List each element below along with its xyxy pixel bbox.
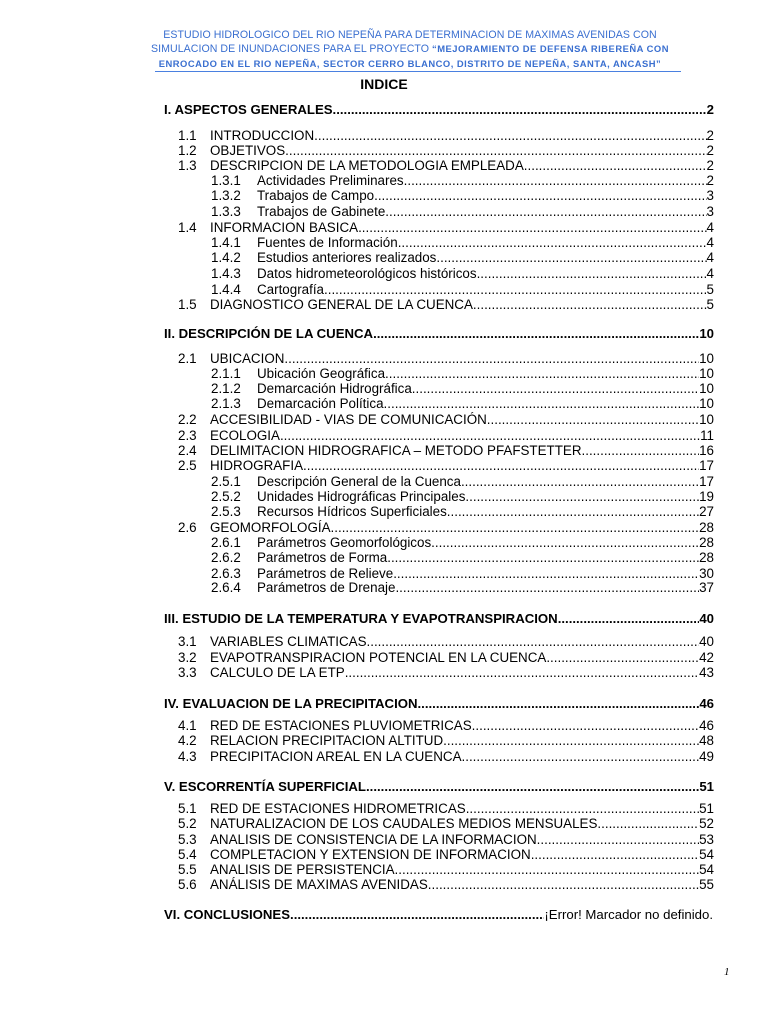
toc-entry-label: CALCULO DE LA ETP (210, 665, 345, 680)
toc-dot-leader (374, 188, 706, 204)
toc-entry-number: 3.2 (178, 650, 197, 665)
toc-dot-leader (395, 580, 699, 596)
toc-entry-number: 1.3.2 (211, 188, 241, 203)
toc-page-number: 4 (706, 235, 714, 250)
header-line-3: ENROCADO EN EL RIO NEPEÑA, SECTOR CERRO BLANCO, DISTRITO DE NEPEÑA, SANTA, ANCASH” (158, 57, 662, 69)
toc-page-number: 2 (706, 128, 714, 143)
toc-dot-leader (385, 366, 699, 382)
toc-page-number: ¡Error! Marcador no definido. (544, 907, 713, 922)
toc-entry-text (210, 650, 714, 666)
toc-entry-number: 2.1.2 (211, 381, 241, 396)
toc-entry-text (210, 877, 714, 893)
toc-entry-number: 1.1 (178, 128, 197, 143)
toc-entry-number: 3.1 (178, 634, 197, 649)
toc-dot-leader (487, 412, 699, 428)
toc-page-number: 52 (699, 816, 714, 831)
toc-entry-row[interactable] (0, 250, 768, 266)
toc-dot-leader (418, 696, 700, 712)
toc-entry-label: Datos hidrometeorológicos históricos (257, 266, 477, 281)
toc-entry-row[interactable] (0, 158, 768, 174)
toc-entry-label: ANALISIS DE CONSISTENCIA DE LA INFORMACION (210, 832, 537, 847)
toc-entry-number: 5.3 (178, 832, 197, 847)
toc-entry-number: 2.6.3 (211, 566, 241, 581)
toc-entry-row[interactable] (0, 443, 768, 459)
toc-page-number: 40 (699, 634, 714, 649)
toc-entry-row[interactable] (0, 235, 768, 251)
toc-entry-text (210, 443, 714, 459)
toc-entry-number: 2.3 (178, 428, 197, 443)
toc-page-number: 2 (706, 143, 714, 158)
toc-dot-leader (345, 665, 699, 681)
toc-entry-number: 1.3.3 (211, 204, 241, 219)
toc-dot-leader (395, 862, 700, 878)
toc-entry-number: 2.1.3 (211, 396, 241, 411)
toc-page-number: 51 (699, 779, 714, 794)
toc-entry-text (257, 580, 714, 596)
toc-entry-text (257, 250, 714, 266)
header-line-1: ESTUDIO HIDROLOGICO DEL RIO NEPEÑA PARA DETERMINACION DE MAXIMAS AVENIDAS CON (163, 29, 657, 41)
toc-dot-leader (472, 718, 699, 734)
toc-entry-text (210, 749, 714, 765)
toc-entry-row[interactable] (0, 877, 768, 893)
toc-entry-number: 3.3 (178, 665, 197, 680)
toc-dot-leader (331, 520, 700, 536)
toc-entry-text (257, 396, 714, 412)
toc-page-number: 17 (699, 474, 714, 489)
toc-entry-row[interactable] (0, 412, 768, 428)
toc-entry-number: 1.4.3 (211, 266, 241, 281)
toc-entry-text (257, 474, 714, 490)
toc-entry-text (257, 366, 714, 382)
toc-entry-number: 1.4.1 (211, 235, 241, 250)
toc-entry-label: V. ESCORRENTÍA SUPERFICIAL (164, 779, 366, 794)
toc-entry-number: 1.4.4 (211, 282, 241, 297)
toc-entry-text (257, 381, 714, 397)
toc-page-number: 16 (699, 443, 714, 458)
toc-entry-text (210, 297, 714, 313)
toc-entry-text (164, 102, 714, 118)
toc-entry-label: ANÁLISIS DE MAXIMAS AVENIDAS (210, 877, 428, 892)
toc-entry-label: Descripción General de la Cuenca (257, 474, 461, 489)
toc-page-number: 42 (699, 650, 714, 665)
toc-entry-text (210, 128, 714, 144)
toc-dot-leader (280, 428, 700, 444)
toc-section-row[interactable] (0, 696, 768, 712)
toc-page-number: 2 (706, 173, 714, 188)
toc-entry-label: Estudios anteriores realizados (257, 250, 437, 265)
toc-dot-leader (384, 396, 700, 412)
toc-entry-row[interactable] (0, 282, 768, 298)
toc-entry-row[interactable] (0, 396, 768, 412)
toc-entry-row[interactable] (0, 801, 768, 817)
toc-entry-row[interactable] (0, 173, 768, 189)
toc-dot-leader (477, 266, 707, 282)
toc-dot-leader (558, 611, 700, 627)
toc-entry-label: Fuentes de Información (257, 235, 398, 250)
toc-entry-row[interactable] (0, 128, 768, 144)
toc-entry-row[interactable] (0, 832, 768, 848)
toc-entry-row[interactable] (0, 520, 768, 536)
toc-entry-label: Parámetros de Forma (257, 550, 388, 565)
toc-page-number: 17 (699, 458, 714, 473)
toc-entry-label: RED DE ESTACIONES PLUVIOMETRICAS (210, 718, 472, 733)
toc-entry-number: 2.5.3 (211, 504, 241, 519)
toc-entry-label: PRECIPITACION AREAL EN LA CUENCA (210, 749, 462, 764)
toc-dot-leader (314, 128, 706, 144)
toc-page-number: 10 (699, 412, 714, 427)
toc-entry-number: 2.1.1 (211, 366, 241, 381)
toc-entry-number: 2.6.2 (211, 550, 241, 565)
toc-entry-text (257, 550, 714, 566)
toc-page-number: 51 (699, 801, 714, 816)
toc-entry-label: OBJETIVOS (210, 143, 286, 158)
toc-entry-label: NATURALIZACION DE LOS CAUDALES MEDIOS MENSUALES (210, 816, 598, 831)
toc-entry-text (210, 458, 714, 474)
toc-section-row[interactable] (0, 907, 768, 923)
toc-page-number: 40 (699, 611, 714, 626)
toc-page-number: 4 (706, 250, 714, 265)
toc-page-number: 30 (699, 566, 714, 581)
toc-entry-row[interactable] (0, 749, 768, 765)
toc-entry-number: 1.2 (178, 143, 197, 158)
toc-entry-text (164, 696, 714, 712)
toc-entry-number: 2.6.4 (211, 580, 241, 595)
toc-entry-number: 4.2 (178, 733, 197, 748)
toc-dot-leader (324, 282, 707, 298)
toc-dot-leader (431, 535, 699, 551)
toc-entry-label: IV. EVALUACION DE LA PRECIPITACION (164, 696, 418, 711)
toc-entry-text (164, 611, 714, 627)
toc-entry-row[interactable] (0, 381, 768, 397)
toc-entry-text (210, 634, 714, 650)
toc-entry-number: 5.5 (178, 862, 197, 877)
toc-page-number: 5 (706, 297, 714, 312)
toc-entry-row[interactable] (0, 634, 768, 650)
toc-entry-label: Trabajos de Gabinete (257, 204, 386, 219)
toc-section-row[interactable] (0, 326, 768, 342)
toc-entry-text (164, 779, 714, 795)
toc-entry-label: Parámetros Geomorfológicos (257, 535, 432, 550)
toc-entry-row[interactable] (0, 733, 768, 749)
toc-entry-row[interactable] (0, 188, 768, 204)
toc-entry-row[interactable] (0, 718, 768, 734)
toc-entry-row[interactable] (0, 474, 768, 490)
toc-entry-text (210, 428, 714, 444)
toc-entry-row[interactable] (0, 428, 768, 444)
toc-page-number: 49 (699, 749, 714, 764)
toc-page-number: 46 (699, 696, 714, 711)
toc-entry-row[interactable] (0, 489, 768, 505)
toc-entry-text (210, 801, 714, 817)
toc-page-number: 19 (699, 489, 714, 504)
toc-entry-label: RED DE ESTACIONES HIDROMETRICAS (210, 801, 466, 816)
toc-entry-row[interactable] (0, 351, 768, 367)
toc-entry-number: 5.2 (178, 816, 197, 831)
toc-entry-row[interactable] (0, 266, 768, 282)
toc-entry-text (164, 907, 713, 923)
toc-entry-text (210, 832, 714, 848)
toc-entry-text (257, 535, 714, 551)
toc-entry-number: 5.6 (178, 877, 197, 892)
toc-page-number: 10 (699, 366, 714, 381)
toc-page-number: 43 (699, 665, 714, 680)
toc-entry-text (257, 282, 714, 298)
toc-entry-label: III. ESTUDIO DE LA TEMPERATURA Y EVAPOTRANSPIRACION (164, 611, 558, 626)
toc-entry-row[interactable] (0, 535, 768, 551)
toc-dot-leader (546, 650, 699, 666)
toc-dot-leader (366, 779, 699, 795)
toc-entry-text (164, 326, 714, 342)
toc-page-number: 3 (706, 204, 714, 219)
toc-dot-leader (531, 847, 699, 863)
toc-dot-leader (537, 832, 699, 848)
toc-entry-label: II. DESCRIPCIÓN DE LA CUENCA (164, 326, 374, 341)
toc-entry-label: ANALISIS DE PERSISTENCIA (210, 862, 395, 877)
toc-entry-row[interactable] (0, 458, 768, 474)
toc-entry-row[interactable] (0, 580, 768, 596)
toc-dot-leader (398, 235, 707, 251)
toc-entry-number: 2.5.1 (211, 474, 241, 489)
toc-entry-text (257, 235, 714, 251)
toc-dot-leader (462, 749, 700, 765)
toc-entry-row[interactable] (0, 297, 768, 313)
toc-entry-number: 2.5 (178, 458, 197, 473)
toc-page-number: 48 (699, 733, 714, 748)
toc-entry-label: DESCRIPCION DE LA METODOLOGIA EMPLEADA (210, 158, 524, 173)
toc-entry-row[interactable] (0, 550, 768, 566)
toc-entry-label: Ubicación Geográfica (257, 366, 386, 381)
toc-page-number: 11 (700, 428, 714, 443)
toc-entry-row[interactable] (0, 220, 768, 236)
toc-entry-number: 5.1 (178, 801, 197, 816)
toc-entry-label: Recursos Hídricos Superficiales (257, 504, 447, 519)
toc-page-number: 55 (699, 877, 714, 892)
toc-entry-label: ECOLOGIA (210, 428, 280, 443)
toc-entry-text (257, 188, 714, 204)
toc-entry-number: 2.6.1 (211, 535, 241, 550)
toc-entry-text (210, 816, 714, 832)
toc-dot-leader (373, 326, 699, 342)
toc-entry-row[interactable] (0, 204, 768, 220)
toc-entry-label: HIDROGRAFIA (210, 458, 303, 473)
toc-entry-label: Demarcación Política (257, 396, 384, 411)
toc-entry-text (210, 143, 714, 159)
toc-entry-label: I. ASPECTOS GENERALES (164, 102, 333, 117)
toc-entry-number: 2.5.2 (211, 489, 241, 504)
toc-entry-label: DELIMITACION HIDROGRAFICA – METODO PFAFSTETTER (210, 443, 582, 458)
toc-dot-leader (447, 504, 699, 520)
toc-page-number: 28 (699, 550, 714, 565)
toc-page-number: 4 (706, 266, 714, 281)
toc-entry-label: COMPLETACION Y EXTENSION DE INFORMACION (210, 847, 531, 862)
toc-entry-label: Trabajos de Campo (257, 188, 375, 203)
toc-entry-label: DIAGNOSTICO GENERAL DE LA CUENCA (210, 297, 473, 312)
toc-entry-label: INFORMACION BASICA (210, 220, 359, 235)
toc-entry-row[interactable] (0, 366, 768, 382)
toc-dot-leader (303, 458, 699, 474)
toc-entry-text (210, 733, 714, 749)
toc-entry-number: 1.3.1 (211, 173, 241, 188)
toc-entry-label: VI. CONCLUSIONES (164, 907, 291, 922)
toc-dot-leader (436, 250, 706, 266)
toc-entry-label: Parámetros de Relieve (257, 566, 394, 581)
toc-entry-label: INTRODUCCION (210, 128, 315, 143)
toc-entry-text (257, 173, 714, 189)
toc-entry-text (210, 158, 714, 174)
toc-dot-leader (524, 158, 707, 174)
toc-entry-number: 1.4.2 (211, 250, 241, 265)
toc-entry-label: VARIABLES CLIMATICAS (210, 634, 367, 649)
toc-entry-number: 1.5 (178, 297, 197, 312)
toc-entry-row[interactable] (0, 143, 768, 159)
toc-dot-leader (285, 143, 706, 159)
toc-entry-number: 4.1 (178, 718, 197, 733)
toc-entry-number: 1.3 (178, 158, 197, 173)
toc-dot-leader (333, 102, 707, 118)
toc-page-number: 2 (706, 102, 714, 117)
toc-page-number: 5 (706, 282, 714, 297)
toc-entry-number: 5.4 (178, 847, 197, 862)
toc-dot-leader (582, 443, 700, 459)
toc-entry-text (210, 718, 714, 734)
toc-entry-text (210, 220, 714, 236)
toc-dot-leader (385, 204, 706, 220)
toc-entry-row[interactable] (0, 847, 768, 863)
toc-entry-text (210, 665, 714, 681)
toc-page-number: 54 (699, 847, 714, 862)
toc-entry-label: Actividades Preliminares (257, 173, 404, 188)
toc-page-number: 10 (699, 351, 714, 366)
toc-entry-text (257, 204, 714, 220)
toc-entry-text (210, 412, 714, 428)
toc-page-number: 10 (699, 326, 714, 341)
toc-section-row[interactable] (0, 779, 768, 795)
toc-entry-number: 2.4 (178, 443, 197, 458)
toc-dot-leader (290, 907, 544, 923)
toc-dot-leader (443, 733, 699, 749)
toc-entry-number: 2.6 (178, 520, 197, 535)
toc-entry-label: UBICACION (210, 351, 285, 366)
toc-dot-leader (358, 220, 706, 236)
toc-entry-text (210, 847, 714, 863)
toc-section-row[interactable] (0, 611, 768, 627)
toc-entry-row[interactable] (0, 665, 768, 681)
toc-entry-text (210, 520, 714, 536)
toc-page-number: 53 (699, 832, 714, 847)
toc-entry-label: ACCESIBILIDAD - VIAS DE COMUNICACIÓN (210, 412, 487, 427)
header-line-2-b: “MEJORAMIENTO DE DEFENSA RIBEREÑA CON (432, 43, 669, 55)
toc-entry-number: 1.4 (178, 220, 197, 235)
toc-page-number: 2 (706, 158, 714, 173)
toc-entry-label: EVAPOTRANSPIRACION POTENCIAL EN LA CUENCA (210, 650, 547, 665)
toc-page-number: 37 (699, 580, 714, 595)
toc-dot-leader (473, 297, 707, 313)
toc-entry-label: Demarcación Hidrográfica (257, 381, 412, 396)
toc-entry-text (210, 862, 714, 878)
toc-dot-leader (387, 550, 699, 566)
toc-entry-text (257, 504, 714, 520)
toc-dot-leader (461, 474, 699, 490)
toc-entry-label: GEOMORFOLOGÍA (210, 520, 331, 535)
toc-entry-label: RELACION PRECIPITACION ALTITUD (210, 733, 444, 748)
toc-entry-row[interactable] (0, 504, 768, 520)
toc-entry-label: Unidades Hidrográficas Principales (257, 489, 466, 504)
page-number: 1 (724, 966, 730, 978)
toc-dot-leader (466, 801, 699, 817)
toc-entry-text (257, 489, 714, 505)
toc-entry-label: Cartografía (257, 282, 324, 297)
toc-entry-row[interactable] (0, 650, 768, 666)
toc-dot-leader (428, 877, 699, 893)
toc-entry-number: 2.2 (178, 412, 197, 427)
toc-page-number: 3 (706, 188, 714, 203)
toc-dot-leader (404, 173, 707, 189)
toc-entry-text (257, 266, 714, 282)
toc-page-number: 10 (699, 381, 714, 396)
header-line-2-a: SIMULACION DE INUNDACIONES PARA EL PROYECTO (151, 43, 433, 56)
toc-page-number: 4 (706, 220, 714, 235)
page-title: INDICE (360, 76, 408, 92)
toc-dot-leader (412, 381, 699, 397)
toc-entry-number: 4.3 (178, 749, 197, 764)
toc-page-number: 28 (699, 520, 714, 535)
toc-entry-number: 2.1 (178, 351, 197, 366)
toc-entry-text (210, 351, 714, 367)
toc-page-number: 46 (699, 718, 714, 733)
toc-section-row[interactable] (0, 102, 768, 118)
toc-page-number: 10 (699, 396, 714, 411)
toc-entry-row[interactable] (0, 862, 768, 878)
toc-dot-leader (465, 489, 699, 505)
toc-page-number: 27 (699, 504, 714, 519)
toc-page-number: 28 (699, 535, 714, 550)
toc-entry-label: Parámetros de Drenaje (257, 580, 396, 595)
toc-entry-row[interactable] (0, 816, 768, 832)
toc-page-number: 54 (699, 862, 714, 877)
toc-dot-leader (367, 634, 700, 650)
toc-dot-leader (597, 816, 699, 832)
toc-dot-leader (284, 351, 699, 367)
